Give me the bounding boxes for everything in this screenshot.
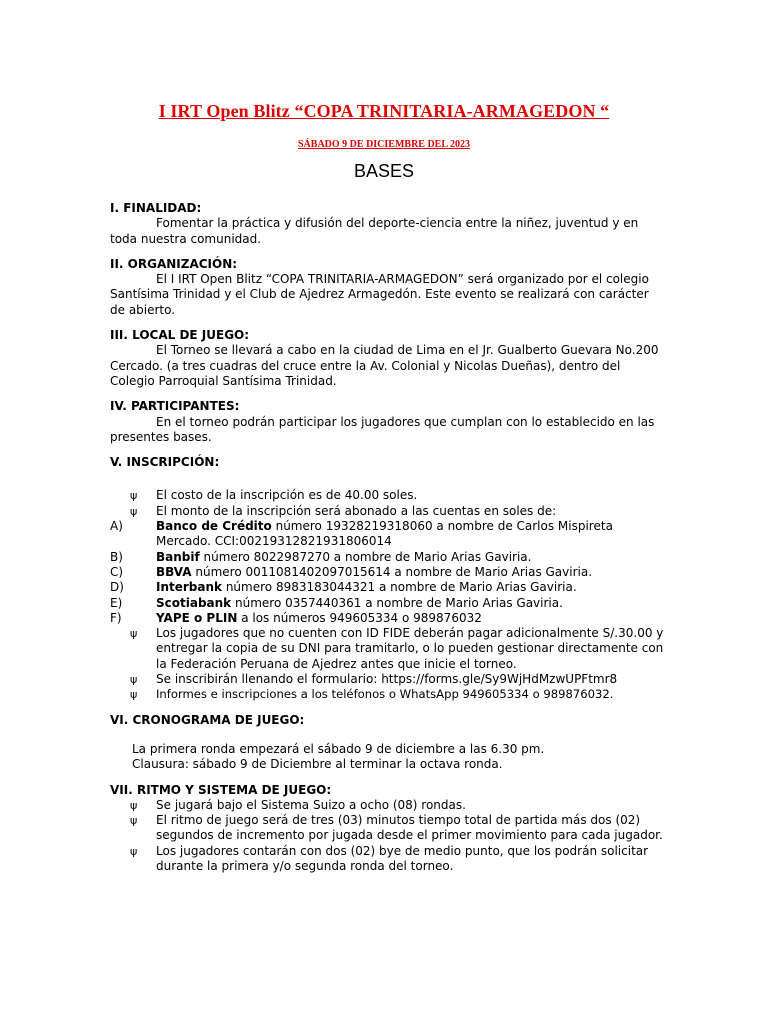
bank-name: YAPE o PLIN <box>156 610 238 625</box>
psi-bullet-icon: ψ <box>130 844 138 858</box>
list-item: ψ El monto de la inscripción será abonado a las cuentas en soles de: <box>130 503 557 518</box>
psi-bullet-icon: ψ <box>130 673 138 687</box>
section-heading: VII. RITMO Y SISTEMA DE JUEGO: <box>110 782 332 797</box>
section-text: El I IRT Open Blitz “COPA TRINITARIA-ARMAGEDON” será organizado por el colegio Santísima Trinidad y el Club de Ajedrez Armagedón. Este evento se realizará con carácter de abierto. <box>110 272 649 317</box>
bank-item: C) BBVA número 0011081402097015614 a nombre de Mario Arias Gaviria. <box>110 564 593 579</box>
section-participantes <box>110 399 666 445</box>
inscripcion-list <box>110 488 666 702</box>
bank-name: Banco de Crédito <box>156 519 272 534</box>
bases-heading: BASES <box>353 161 415 181</box>
section-cronograma <box>110 713 666 773</box>
list-item: ψ Los jugadores que no cuenten con ID FIDE deberán pagar adicionalmente S/.30.00 y entregar la copia de su DNI para tramitarlo, o lo pueden gestionar directamente con la Federación Peruana de Ajedrez antes que inicie el torneo. <box>130 626 664 671</box>
section-inscripcion <box>110 455 666 702</box>
section-heading: I. FINALIDAD: <box>110 201 202 215</box>
bank-name: Banbif <box>156 549 200 564</box>
bank-item: E) Scotiabank número 0357440361 a nombre de Mario Arias Gaviria. <box>110 595 563 610</box>
bank-name: Scotiabank <box>156 595 232 610</box>
section-text: Fomentar la práctica y difusión del deporte-ciencia entre la niñez, juventud y en toda nuestra comunidad. <box>110 216 639 246</box>
list-item: ψ El ritmo de juego será de tres (03) minutos tiempo total de partida más dos (02) segundos de incremento por jugada desde el primer movimiento para cada jugador. <box>130 813 663 843</box>
psi-bullet-icon: ψ <box>130 489 138 503</box>
section-text: El Torneo se llevará a cabo en la ciudad de Lima en el Jr. Gualberto Guevara No.200 Cercado. (a tres cuadras del cruce entre la Av. Colonial y Nicolas Dueñas), dentro del Colegio Parroquial Santísima Trinidad. <box>110 343 659 388</box>
section-heading: VI. CRONOGRAMA DE JUEGO: <box>110 712 305 727</box>
section-ritmo <box>110 783 666 875</box>
section-heading: II. ORGANIZACIÓN: <box>110 256 238 271</box>
schedule-line: Clausura: sábado 9 de Diciembre al terminar la octava ronda. <box>132 757 503 772</box>
bank-item: A) Banco de Crédito número 19328219318060 a nombre de Carlos Mispireta Mercado. CCI:00219312821931806014 <box>110 519 613 549</box>
psi-bullet-icon: ψ <box>130 798 138 812</box>
section-heading: IV. PARTICIPANTES: <box>110 399 240 414</box>
document-body <box>110 201 666 874</box>
list-item: ψ Los jugadores contarán con dos (02) bye de medio punto, que los podrán solicitar durante la primera y/o segunda ronda del torneo. <box>130 843 649 873</box>
bank-item: F) YAPE o PLIN a los números 949605334 o 989876032 <box>110 610 482 625</box>
psi-bullet-icon: ψ <box>130 814 138 828</box>
psi-bullet-icon: ψ <box>130 504 138 518</box>
section-organizacion <box>110 257 666 318</box>
section-local <box>110 328 666 389</box>
psi-bullet-icon: ψ <box>130 627 138 641</box>
list-item: ψ El costo de la inscripción es de 40.00 soles. <box>130 488 418 503</box>
event-date: SÁBADO 9 DE DICIEMBRE DEL 2023 <box>298 139 470 150</box>
bank-item: B) Banbif número 8022987270 a nombre de Mario Arias Gaviria. <box>110 549 532 564</box>
bank-name: Interbank <box>156 580 223 595</box>
bank-item: D) Interbank número 8983183044321 a nombre de Mario Arias Gaviria. <box>110 580 577 595</box>
bank-name: BBVA <box>156 564 192 579</box>
list-item: ψ Se jugará bajo el Sistema Suizo a ocho (08) rondas. <box>130 797 466 812</box>
list-item: ψ Se inscribirán llenando el formulario: https://forms.gle/Sy9WjHdMzwUPFtmr8 <box>130 672 618 687</box>
section-heading: V. INSCRIPCIÓN: <box>110 455 220 470</box>
psi-bullet-icon: ψ <box>130 688 138 702</box>
section-finalidad <box>110 201 666 247</box>
schedule-line: La primera ronda empezará el sábado 9 de diciembre a las 6.30 pm. <box>132 741 545 756</box>
section-heading: III. LOCAL DE JUEGO: <box>110 328 250 343</box>
ritmo-list <box>110 798 666 874</box>
section-text: En el torneo podrán participar los jugadores que cumplan con lo establecido en las presentes bases. <box>110 414 655 444</box>
list-item: ψ Informes e inscripciones a los teléfonos o WhatsApp 949605334 o 989876032. <box>130 687 614 702</box>
document-title: I IRT Open Blitz “COPA TRINITARIA-ARMAGEDON “ <box>158 101 610 121</box>
